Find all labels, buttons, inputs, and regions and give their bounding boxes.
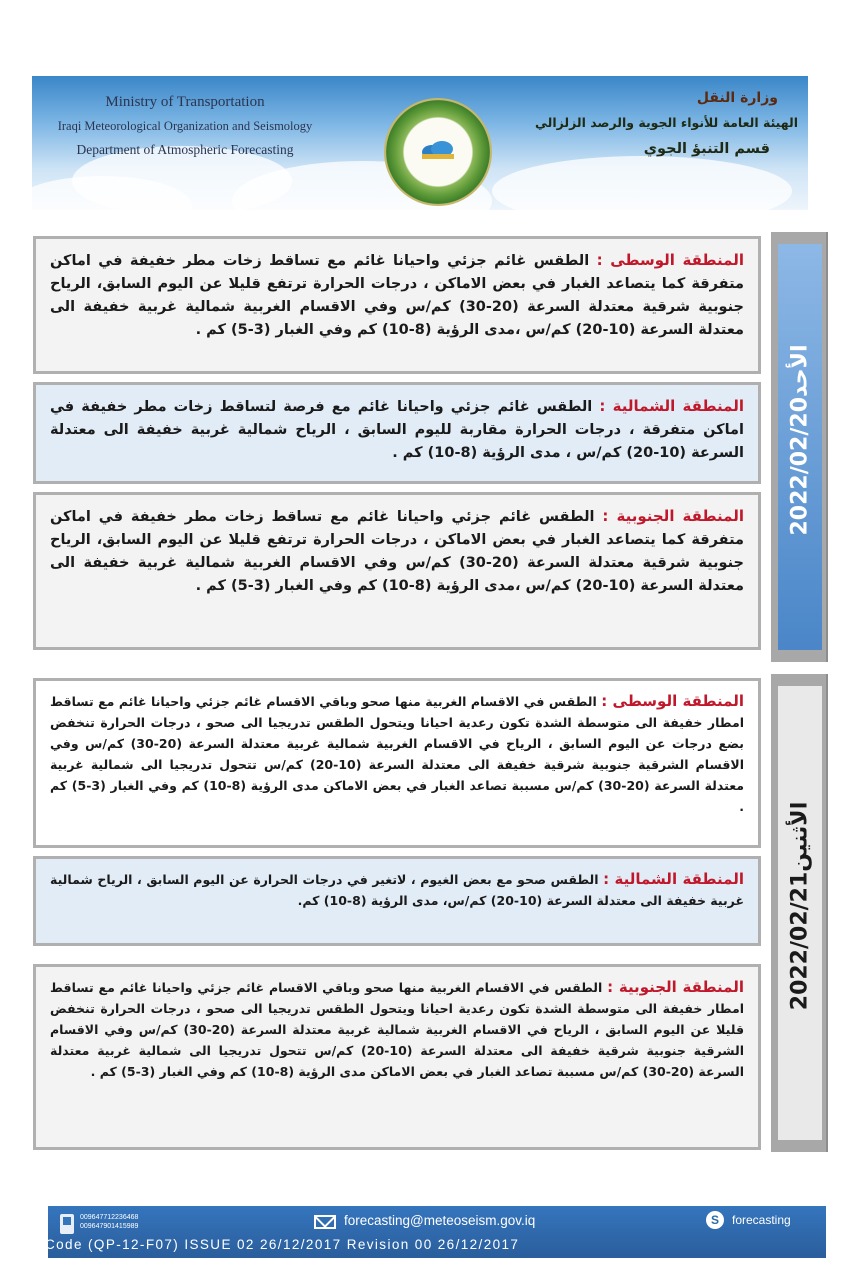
department-name-en: Department of Atmospheric Forecasting: [76, 142, 294, 157]
contact-email[interactable]: forecasting@meteoseism.gov.iq: [344, 1213, 536, 1228]
region-title: المنطقة الوسطى :: [596, 251, 744, 269]
forecast-box-north-day1: [33, 382, 761, 484]
day-name: الأثنين: [787, 801, 812, 872]
day-label-sunday: [771, 232, 828, 662]
phone-number: 009647901415989: [80, 1223, 139, 1230]
region-title: المنطقة الجنوبية :: [602, 507, 744, 525]
day-label-monday: [771, 674, 828, 1152]
skype-icon: S: [706, 1211, 724, 1229]
forecast-box-central-day1: [33, 236, 761, 374]
phone-icon: [60, 1214, 74, 1234]
forecast-text: الطقس غائم جزئي واحيانا غائم مع فرصة لتساقط زخات مطر خفيفة في اماكن متفرقة ، درجات الحرارة مقاربة لليوم السابق ، الرياح شمالية غربية خفيفة الى معتدلة السرعة (10-20) كم/س ، مدى الرؤية (8-10) كم .: [50, 399, 744, 461]
arabic-header: [508, 86, 798, 162]
forecast-box-central-day2: [33, 678, 761, 848]
phone-number: 009647712236468: [80, 1214, 139, 1221]
document-code-line: Code (QP-12-F07) ISSUE 02 26/12/2017 Revision 00 26/12/2017: [45, 1237, 520, 1252]
ministry-name-ar: وزارة النقل: [696, 90, 778, 106]
forecast-text: الطقس غائم جزئي واحيانا غائم مع تساقط زخات مطر خفيفة في اماكن متفرقة كما يتصاعد الغبار في بعض الاماكن ، درجات الحرارة ترتفع قليلا عن اليوم السابق، الرياح جنوبية شرقية معتدلة السرعة (20-30) كم/س وفي الاقسام الغربية شمالية غربية خفيفة الى معتدلة السرعة (10-20) كم/س ،مدى الرؤية (8-10) كم وفي الغبار (3-5) كم .: [50, 509, 744, 594]
forecast-date: 2022/02/20: [787, 396, 812, 536]
region-title: المنطقة الشمالية :: [603, 870, 744, 888]
skype-handle: forecasting: [732, 1213, 791, 1227]
ministry-name-en: Ministry of Transportation: [105, 94, 265, 110]
organization-name-en: Iraqi Meteorological Organization and Seismology: [57, 119, 313, 133]
cloud-icon: [420, 140, 456, 160]
organization-logo: [384, 98, 492, 206]
forecast-box-south-day1: [33, 492, 761, 650]
forecast-box-south-day2: [33, 964, 761, 1150]
phone-numbers: [80, 1213, 138, 1231]
region-title: المنطقة الشمالية :: [599, 397, 744, 415]
forecast-text: الطقس في الاقسام الغربية منها صحو وباقي الاقسام غائم جزئي واحيانا غائم مع تساقط امطار خفيفة الى متوسطة الشدة تكون رعدية احيانا ويتحول الطقس تدريجيا الى صحو ، درجات الحرارة تنخفض بضع درجات عن اليوم السابق ، الرياح في الاقسام الغربية شمالية غربية معتدلة السرعة (20-30) كم/س وفي الاقسام الشرقية جنوبية شرقية خفيفة الى معتدلة السرعة (10-20) كم/س تتحول تدريجيا الى شمالية غربية معتدلة السرعة (20-30) كم/س مسببة تصاعد الغبار في بعض الاماكن مدى الرؤية (8-10) كم وفي الغبار (3-5) كم .: [50, 694, 745, 814]
letterhead-banner: [32, 76, 808, 210]
forecast-date: 2022/02/21: [787, 871, 812, 1011]
forecast-text: الطقس صحو مع بعض الغيوم ، لاتغير في درجات الحرارة عن اليوم السابق ، الرياح شمالية غربية خفيفة الى معتدلة السرعة (10-20) كم/س، مدى الرؤية (8-10) كم.: [50, 872, 744, 908]
region-title: المنطقة الجنوبية :: [607, 978, 744, 996]
forecast-text: الطقس في الاقسام الغربية منها صحو وباقي الاقسام غائم جزئي واحيانا غائم مع تساقط امطار خفيفة الى متوسطة الشدة تكون رعدية احيانا ويتحول الطقس تدريجيا الى صحو ، درجات الحرارة تنخفض قليلا عن اليوم السابق ، الرياح في الاقسام الغربية شمالية غربية معتدلة السرعة (20-30) كم/س وفي الاقسام الشرقية جنوبية شرقية خفيفة الى معتدلة السرعة (10-20) كم/س تتحول تدريجيا الى شمالية غربية معتدلة السرعة (20-30) كم/س مسببة تصاعد الغبار في بعض الاماكن مدى الرؤية (8-10) كم وفي الغبار (3-5) كم .: [50, 980, 745, 1079]
forecast-box-north-day2: [33, 856, 761, 946]
region-title: المنطقة الوسطى :: [601, 692, 744, 710]
mail-icon: [314, 1215, 336, 1229]
day-name: الأحد: [787, 344, 812, 397]
forecast-text: الطقس غائم جزئي واحيانا غائم مع تساقط زخات مطر خفيفة في اماكن متفرقة كما يتصاعد الغبار في بعض الاماكن ، درجات الحرارة ترتفع قليلا عن اليوم السابق، الرياح جنوبية شرقية معتدلة السرعة (20-30) كم/س وفي الاقسام الغربية شمالية غربية خفيفة الى معتدلة السرعة (10-20) كم/س ،مدى الرؤية (8-10) كم وفي الغبار (3-5) كم .: [50, 253, 744, 338]
department-name-ar: قسم التنبؤ الجوي: [643, 141, 770, 157]
contact-footer: [45, 1206, 826, 1258]
english-header: [40, 90, 330, 162]
organization-name-ar: الهيئة العامة للأنواء الجوية والرصد الزلزالي: [535, 115, 798, 130]
